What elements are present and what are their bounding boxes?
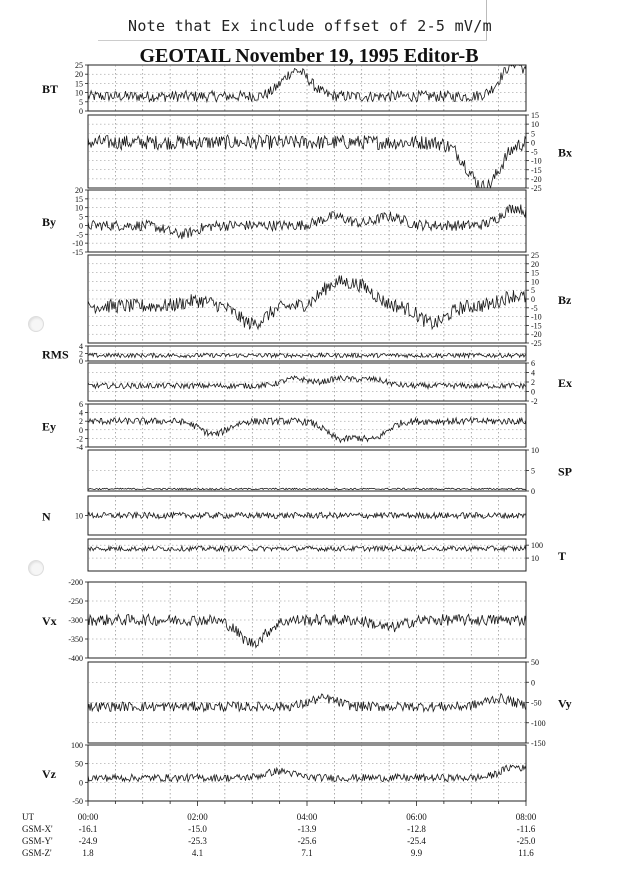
x-row-value: 1.8 (82, 848, 94, 858)
y-tick-label-bx: -5 (531, 147, 538, 157)
y-tick-label-bt: 15 (75, 79, 83, 89)
series-line-sp (88, 488, 526, 490)
y-tick-label-ex: -2 (531, 397, 538, 406)
panel-label-rms: RMS (42, 347, 69, 362)
x-row-value: -24.9 (78, 836, 98, 846)
y-tick-label-t: 100 (531, 541, 543, 551)
y-tick-label-vz: 100 (71, 741, 83, 750)
x-row-value: 06:00 (406, 812, 427, 822)
panel-ey (85, 404, 526, 447)
x-row-label-gsm-y: GSM-Y' (22, 836, 53, 846)
panel-rms (85, 346, 526, 361)
x-row-value: -12.8 (407, 824, 426, 834)
y-tick-label-ey: 4 (79, 408, 83, 418)
y-tick-label-bz: 15 (531, 268, 539, 278)
y-tick-label-by: 10 (75, 203, 83, 213)
panel-label-bz: Bz (558, 293, 572, 307)
y-tick-label-ex: 0 (531, 387, 535, 397)
y-tick-label-bx: -10 (531, 156, 542, 166)
panel-label-ex: Ex (558, 376, 573, 390)
y-tick-label-by: -15 (72, 248, 83, 257)
y-tick-label-vy: -100 (531, 718, 546, 728)
y-tick-label-sp: 0 (531, 487, 535, 496)
panel-bx (88, 115, 529, 188)
y-tick-label-ey: 2 (79, 417, 83, 427)
panel-ex (88, 363, 529, 401)
panel-label-ey: Ey (42, 419, 57, 434)
panel-label-by: By (42, 215, 57, 229)
x-row-value: 00:00 (77, 812, 99, 822)
y-tick-label-sp: 5 (531, 466, 535, 476)
y-tick-label-bz: 25 (531, 251, 539, 260)
y-tick-label-vz: 50 (75, 759, 83, 769)
series-line-rms (88, 353, 526, 358)
x-row-value: 11.6 (518, 848, 534, 858)
x-row-value: -15.0 (188, 824, 207, 834)
y-tick-label-by: 5 (79, 212, 83, 222)
panel-bt (85, 65, 526, 111)
y-tick-label-by: 20 (75, 186, 83, 195)
panel-label-vy: Vy (558, 696, 572, 711)
y-tick-label-bz: -5 (531, 303, 538, 313)
y-tick-label-ex: 4 (531, 368, 535, 378)
y-tick-label-rms: 2 (79, 349, 83, 359)
x-row-label-gsm-x: GSM-X' (22, 824, 53, 834)
x-row-value: -11.6 (516, 824, 536, 834)
panel-vy (88, 662, 529, 743)
y-tick-label-bz: -10 (531, 312, 542, 322)
panel-label-bx: Bx (558, 145, 573, 160)
y-tick-label-bz: 10 (531, 277, 539, 287)
y-tick-label-vy: 0 (531, 678, 535, 688)
y-tick-label-vx: -300 (68, 616, 83, 625)
y-tick-label-bx: -25 (531, 184, 542, 193)
y-tick-label-rms: 4 (79, 342, 83, 351)
x-row-value: -25.6 (297, 836, 317, 846)
x-row-label-ut: UT (22, 812, 34, 822)
y-tick-label-ey: -2 (76, 434, 83, 444)
panel-sp (88, 450, 529, 491)
y-tick-label-vx: -350 (68, 635, 83, 644)
y-tick-label-bx: -15 (531, 165, 542, 175)
y-tick-label-bt: 20 (75, 70, 83, 80)
x-row-value: 9.9 (410, 848, 423, 858)
x-row-value: -25.4 (407, 836, 426, 846)
y-tick-label-sp: 10 (531, 446, 539, 455)
y-tick-label-vy: -50 (531, 698, 542, 708)
y-tick-label-bz: 20 (531, 259, 539, 269)
y-tick-label-bx: 5 (531, 129, 535, 139)
y-tick-label-bt: 25 (75, 61, 83, 70)
chart-title: GEOTAIL November 19, 1995 Editor-B (139, 45, 479, 67)
y-tick-label-bx: -20 (531, 174, 542, 184)
y-tick-label-bt: 5 (79, 97, 83, 107)
series-line-by (88, 205, 526, 240)
y-tick-label-ex: 2 (531, 378, 535, 387)
panel-vx (85, 582, 526, 658)
x-row-value: -25.3 (188, 836, 207, 846)
y-tick-label-by: 0 (79, 221, 83, 231)
y-tick-label-bt: 0 (79, 107, 83, 116)
y-tick-label-t: 10 (531, 554, 539, 564)
x-row-value: 04:00 (296, 812, 318, 822)
y-tick-label-bz: -25 (531, 339, 542, 348)
y-tick-label-vz: -50 (72, 797, 83, 806)
y-tick-label-rms: 0 (79, 357, 83, 366)
y-tick-label-vy: -150 (531, 739, 546, 748)
panel-frame (88, 65, 526, 111)
y-tick-label-ey: -4 (76, 443, 83, 452)
x-row-value: 02:00 (187, 812, 208, 822)
x-row-value: -16.1 (78, 824, 98, 834)
panel-t (88, 539, 529, 571)
panel-by (85, 190, 526, 252)
y-tick-label-bz: -20 (531, 330, 542, 340)
y-tick-label-vz: 0 (79, 778, 83, 788)
y-tick-label-bz: 5 (531, 286, 535, 296)
x-row-value: -13.9 (297, 824, 317, 834)
x-row-label-gsm-z: GSM-Z' (22, 848, 52, 858)
panel-label-vx: Vx (42, 614, 57, 628)
y-tick-label-ey: 6 (79, 400, 83, 409)
y-tick-label-by: -5 (76, 230, 83, 240)
y-tick-label-by: 15 (75, 194, 83, 204)
panel-label-bt: BT (42, 82, 59, 96)
panel-vz (85, 745, 526, 801)
y-tick-label-vy: 50 (531, 658, 539, 667)
y-tick-label-ey: 0 (79, 425, 83, 435)
y-tick-label-vx: -250 (68, 597, 83, 606)
panel-n (85, 496, 526, 535)
panel-bz (88, 255, 529, 343)
panel-label-n: N (42, 509, 51, 524)
y-tick-label-vx: -200 (68, 578, 83, 587)
y-tick-label-by: -10 (72, 239, 83, 249)
x-row-value: 08:00 (515, 812, 537, 822)
y-tick-label-bx: 10 (531, 120, 539, 130)
y-tick-label-bz: 0 (531, 295, 535, 304)
x-row-value: -25.0 (516, 836, 536, 846)
x-row-value: 7.1 (301, 848, 313, 858)
y-tick-label-bt: 10 (75, 88, 83, 98)
x-row-value: 4.1 (191, 848, 204, 858)
y-tick-label-ex: 6 (531, 359, 535, 368)
y-tick-label-bz: -15 (531, 321, 542, 331)
annotation-note: Note that Ex include offset of 2-5 mV/m (128, 17, 492, 35)
panel-label-sp: SP (558, 464, 573, 479)
y-tick-label-bx: 0 (531, 138, 535, 148)
y-tick-label-bx: 15 (531, 111, 539, 120)
panel-label-vz: Vz (42, 767, 56, 781)
panel-label-t: T (558, 549, 567, 563)
y-tick-label-vx: -400 (68, 654, 83, 663)
series-line-t (88, 546, 526, 551)
y-tick-label-n: 10 (75, 511, 83, 521)
